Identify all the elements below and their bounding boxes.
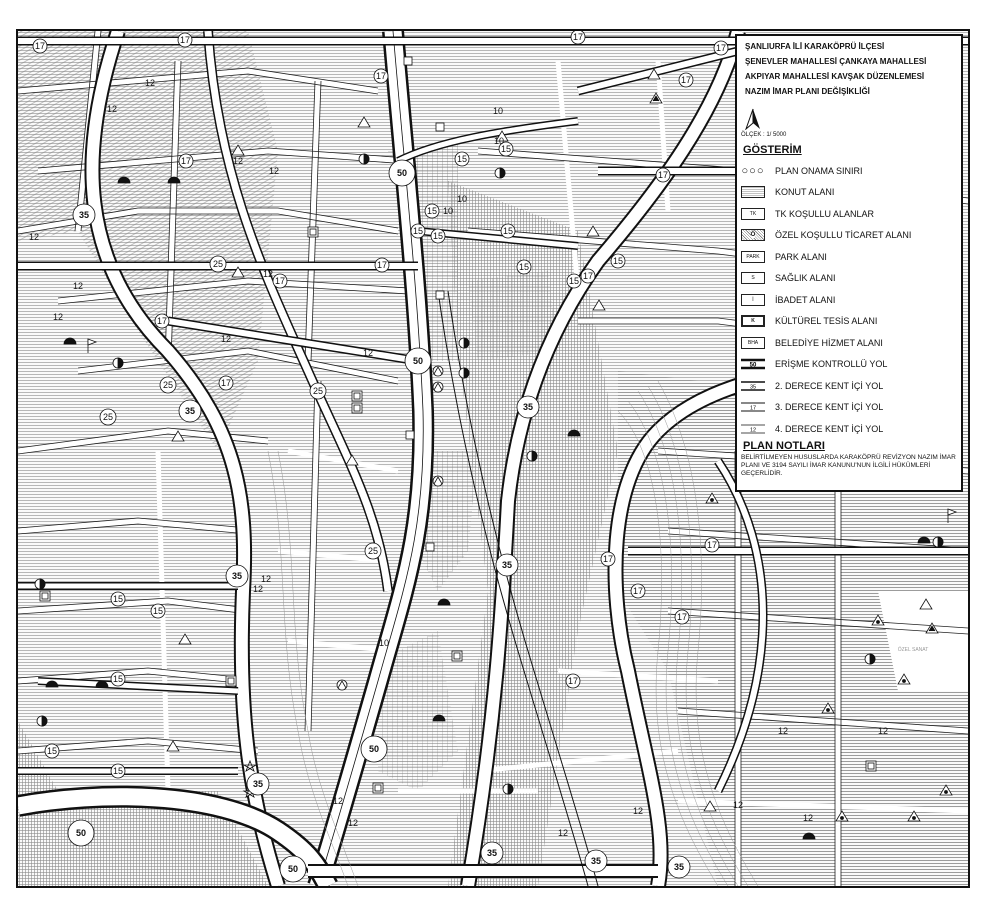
legend-item-controlled-road: 50 ERİŞME KONTROLLÜ YOL [741,354,957,376]
circle-half-icon [459,368,469,378]
road-number-label [567,274,581,288]
road-number-label [280,856,306,882]
road-label-text: 35 [252,779,264,789]
legend-item-road-4: 12 4. DERECE KENT İÇİ YOL [741,418,957,440]
svg-text:17: 17 [749,405,757,412]
road-label-text: 35 [486,848,498,858]
road-label-text: 10 [493,136,505,146]
road-label-text: 17 [220,378,232,388]
legend-item-worship: İ İBADET ALANI [741,289,957,311]
square-icon [352,391,362,401]
road-number-label [494,136,504,146]
road-number-label [631,584,645,598]
road-3-symbol [741,401,765,413]
road-label-text: 17 [680,75,692,85]
road-label-text: 10 [378,638,390,648]
road-label-text: 12 [252,584,264,594]
road-number-label [365,543,381,559]
road-label-text: 10 [456,194,468,204]
road-number-label [253,584,263,594]
road-label-text: 35 [501,560,513,570]
road-number-label [219,376,233,390]
legend-item-road-3: 17 3. DERECE KENT İÇİ YOL [741,397,957,419]
road-4-symbol [741,423,765,435]
road-number-label [374,69,388,83]
circle-half-icon [359,154,369,164]
road-number-label [179,154,193,168]
worship-symbol: İ [741,294,765,306]
road-label-text: 15 [612,256,624,266]
road-label-text: 15 [426,206,438,216]
road-number-label [425,204,439,218]
road-label-text: 25 [312,386,324,396]
road-number-label [457,194,467,204]
road-number-label [269,166,279,176]
road-number-label [111,764,125,778]
road-label-text: 25 [102,412,114,422]
legend-item-tk: TK TK KOŞULLU ALANLAR [741,203,957,225]
road-number-label [714,41,728,55]
road-number-label [68,820,94,846]
circle-cross-icon [337,680,347,690]
road-number-label [517,260,531,274]
square-icon [436,123,444,131]
road-number-label [633,806,643,816]
road-label-text: 12 [106,104,118,114]
road-label-text: 17 [567,676,579,686]
tk-symbol: TK [741,208,765,220]
svg-text:ÖZEL SANAT: ÖZEL SANAT [897,647,929,653]
road-number-label [601,552,615,566]
circle-half-icon [37,716,47,726]
road-label-text: 12 [557,828,569,838]
road-number-label [178,33,192,47]
road-label-text: 35 [522,402,534,412]
road-number-label [361,736,387,762]
road-label-text: 15 [112,766,124,776]
road-label-text: 12 [332,796,344,806]
road-number-label [379,638,389,648]
circle-half-icon [503,784,513,794]
controlled-road-symbol [741,358,765,370]
road-label-text: 12 [268,166,280,176]
road-label-text: 15 [500,144,512,154]
road-label-text: 12 [52,312,64,322]
road-label-text: 12 [802,813,814,823]
road-number-label [375,258,389,272]
road-number-label [111,672,125,686]
scale-label: ÖLÇEK : 1/ 5000 [741,132,787,138]
legend-heading: GÖSTERİM [743,144,802,156]
road-label-text: 50 [412,356,424,366]
road-number-label [363,348,373,358]
road-number-label [45,744,59,758]
road-number-label [675,610,689,624]
road-label-text: 12 [877,726,889,736]
circle-half-icon [113,358,123,368]
road-label-text: 17 [34,41,46,51]
road-number-label [517,396,539,418]
road-number-label [566,674,580,688]
road-label-text: 17 [376,260,388,270]
legend-item-health: S SAĞLIK ALANI [741,268,957,290]
road-number-label [348,818,358,828]
svg-text:50: 50 [749,362,757,369]
title-line-1: ŞANLIURFA İLİ KARAKÖPRÜ İLÇESİ [745,42,885,51]
road-label-text: 12 [347,818,359,828]
road-number-label [878,726,888,736]
road-number-label [310,383,326,399]
road-label-text: 12 [362,348,374,358]
square-icon [866,761,876,771]
plan-area-label [898,646,929,653]
road-label-text: 50 [396,168,408,178]
road-number-label [53,312,63,322]
road-label-text: 15 [568,276,580,286]
road-number-label [210,256,226,272]
road-label-text: 15 [502,226,514,236]
road-number-label [273,274,287,288]
legend-item-residential: KONUT ALANI [741,182,957,204]
legend-item-park: PARK PARK ALANI [741,246,957,268]
road-number-label [263,269,273,279]
road-label-text: 15 [152,606,164,616]
road-label-text: 12 [232,156,244,166]
road-2-symbol [741,380,765,392]
road-label-text: 10 [442,206,454,216]
road-label-text: 17 [632,586,644,596]
road-label-text: 12 [72,281,84,291]
road-number-label [803,813,813,823]
road-number-label [111,592,125,606]
road-number-label [501,224,515,238]
road-number-label [33,39,47,53]
road-number-label [481,842,503,864]
road-label-text: 15 [456,154,468,164]
title-line-2: ŞENEVLER MAHALLESİ ÇANKAYA MAHALLESİ [745,57,927,66]
road-number-label [151,604,165,618]
road-label-text: 12 [262,269,274,279]
road-label-text: 10 [492,106,504,116]
road-number-label [333,796,343,806]
road-number-label [431,229,445,243]
road-label-text: 15 [432,231,444,241]
road-label-text: 15 [112,674,124,684]
road-number-label [160,377,176,393]
road-number-label [155,314,169,328]
road-number-label [221,334,231,344]
square-icon [308,227,318,237]
road-number-label [411,224,425,238]
road-label-text: 50 [368,744,380,754]
title-line-3: AKPIYAR MAHALLESİ KAVŞAK DÜZENLEMESİ [745,72,925,81]
title-line-4: NAZIM İMAR PLANI DEĞİŞİKLİĞİ [745,87,870,96]
road-number-label [611,254,625,268]
road-number-label [493,106,503,116]
road-number-label [581,269,595,283]
road-number-label [29,232,39,242]
road-number-label [73,281,83,291]
road-label-text: 35 [590,856,602,866]
road-number-label [261,574,271,584]
road-label-text: 12 [632,806,644,816]
road-number-label [389,160,415,186]
road-number-label [443,206,453,216]
road-number-label [733,800,743,810]
legend-panel [735,34,963,492]
north-arrow-icon [743,108,763,130]
legend-item-municipal: BHA BELEDİYE HİZMET ALANI [741,332,957,354]
circle-cross-icon [433,476,443,486]
road-label-text: 17 [180,156,192,166]
road-label-text: 15 [412,226,424,236]
road-label-text: 17 [179,35,191,45]
road-label-text: 17 [156,316,168,326]
circle-cross-icon [433,366,443,376]
road-number-label [107,104,117,114]
road-label-text: 15 [46,746,58,756]
square-icon [226,676,236,686]
road-label-text: 17 [582,271,594,281]
road-label-text: 12 [220,334,232,344]
road-number-label [496,554,518,576]
legend-item-cultural: K KÜLTÜREL TESİS ALANI [741,311,957,333]
road-label-text: 17 [274,276,286,286]
road-label-text: 12 [260,574,272,584]
square-icon [40,591,50,601]
road-label-text: 50 [75,828,87,838]
road-number-label [226,565,248,587]
road-label-text: 50 [287,864,299,874]
road-label-text: 25 [367,546,379,556]
road-number-label [705,538,719,552]
road-label-text: 35 [673,862,685,872]
svg-text:12: 12 [749,427,757,434]
circle-half-icon [35,579,45,589]
road-label-text: 17 [706,540,718,550]
legend-item-plan-boundary: ○○○ PLAN ONAMA SINIRI [741,164,863,177]
cultural-symbol: K [741,315,765,327]
road-label-text: 35 [231,571,243,581]
road-number-label [233,156,243,166]
road-number-label [73,204,95,226]
road-number-label [558,828,568,838]
plan-notes-heading: PLAN NOTLARI [743,440,825,452]
road-label-text: 25 [212,259,224,269]
square-icon [373,783,383,793]
square-icon [406,431,414,439]
plan-notes-text: BELİRTİLMEYEN HUSUSLARDA KARAKÖPRÜ REVİZYON NAZIM İMAR PLANI VE 3194 SAYILI İMAR KANUNU'NUN İLGİLİ HÜKÜMLERİ GEÇERLİDİR. [741,454,956,477]
plan-boundary-symbol: ○○○ [741,164,765,177]
road-label-text: 35 [78,210,90,220]
square-icon [404,57,412,65]
road-label-text: 17 [657,170,669,180]
road-number-label [247,773,269,795]
road-number-label [585,850,607,872]
circle-half-icon [865,654,875,664]
circle-half-icon [527,451,537,461]
road-label-text: 15 [518,262,530,272]
svg-text:35: 35 [749,384,757,391]
road-label-text: 15 [112,594,124,604]
square-icon [452,651,462,661]
legend-list [741,160,957,440]
legend-item-commercial: Ö ÖZEL KOŞULLU TİCARET ALANI [741,225,957,247]
road-label-text: 17 [375,71,387,81]
residential-symbol [741,186,765,198]
road-label-text: 35 [184,406,196,416]
road-label-text: 17 [676,612,688,622]
road-number-label [679,73,693,87]
road-label-text: 12 [28,232,40,242]
road-number-label [656,168,670,182]
road-number-label [179,400,201,422]
road-label-text: 12 [777,726,789,736]
road-label-text: 17 [602,554,614,564]
road-label-text: 25 [162,380,174,390]
road-label-text: 12 [732,800,744,810]
road-number-label [778,726,788,736]
road-number-label [455,152,469,166]
circle-half-icon [459,338,469,348]
road-number-label [100,409,116,425]
circle-half-icon [933,537,943,547]
road-number-label [571,31,585,44]
square-icon [436,291,444,299]
circle-half-icon [495,168,505,178]
road-label-text: 17 [715,43,727,53]
square-icon [352,403,362,413]
commercial-symbol: Ö [741,229,765,241]
park-symbol: PARK [741,251,765,263]
road-number-label [145,78,155,88]
municipal-symbol: BHA [741,337,765,349]
road-number-label [668,856,690,878]
road-label-text: 17 [572,32,584,42]
circle-cross-icon [433,382,443,392]
road-label-text: 12 [144,78,156,88]
road-number-label [405,348,431,374]
square-icon [426,543,434,551]
legend-item-road-2: 35 2. DERECE KENT İÇİ YOL [741,375,957,397]
health-symbol: S [741,272,765,284]
